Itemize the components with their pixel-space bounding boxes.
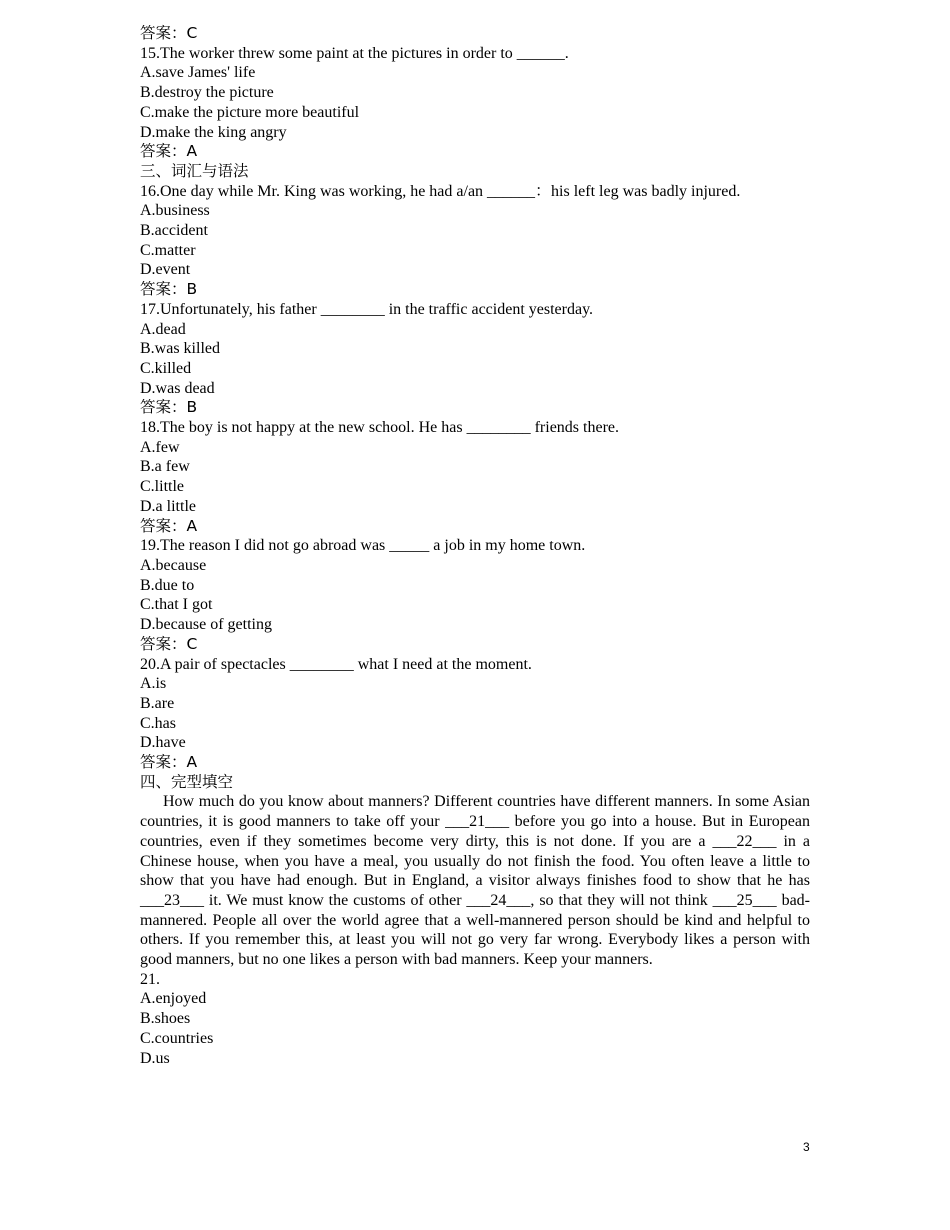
option-d: D.a little [140,497,196,515]
question-17 [140,300,810,418]
option-c: C.make the picture more beautiful [140,103,360,121]
question-stem: 15.The worker threw some paint at the pictures in order to ______. [140,44,569,62]
option-a: A.is [140,675,167,693]
answer-line: 答案：B [140,280,198,299]
option-d: D.event [140,261,191,279]
page-number: 3 [803,1140,810,1154]
question-18 [140,418,810,536]
question-19 [140,536,810,654]
option-a: A.enjoyed [140,990,207,1008]
section-title-cloze: 四、完型填空 [140,772,234,791]
section-title-vocabulary-grammar: 三、词汇与语法 [140,161,249,180]
option-c: C.countries [140,1029,214,1047]
option-c: C.that I got [140,596,213,614]
option-a: A.business [140,202,210,220]
option-a: A.because [140,556,207,574]
question-stem: 16.One day while Mr. King was working, he had a/an ______：his left leg was badly injured. [140,182,741,200]
document-page [140,24,810,1068]
option-c: C.has [140,714,176,732]
question-stem: 17.Unfortunately, his father ________ in the traffic accident yesterday. [140,300,594,318]
answer-line: 答案：C [140,634,198,653]
option-a: A.few [140,438,180,456]
question-20 [140,655,810,773]
question-stem: 20.A pair of spectacles ________ what I need at the moment. [140,655,532,673]
question-15 [140,44,810,162]
option-c: C.little [140,478,184,496]
option-a: A.dead [140,320,186,338]
option-d: D.make the king angry [140,123,287,141]
option-b: B.accident [140,222,208,240]
answer-line: 答案：B [140,398,198,417]
option-c: C.killed [140,359,192,377]
answer-line: 答案：A [140,142,198,161]
option-d: D.because of getting [140,616,272,634]
answer-line: 答案：A [140,753,198,772]
option-a: A.save James' life [140,64,256,82]
option-b: B.due to [140,576,195,594]
answer-line: 答案：C [140,24,198,42]
question-stem: 21. [140,970,160,988]
question-stem: 18.The boy is not happy at the new school. He has ________ friends there. [140,419,620,437]
option-b: B.shoes [140,1010,191,1028]
option-b: B.destroy the picture [140,84,274,102]
question-16 [140,182,810,300]
option-d: D.was dead [140,379,215,397]
option-c: C.matter [140,241,196,259]
option-d: D.have [140,734,186,752]
option-d: D.us [140,1049,170,1067]
cloze-passage: How much do you know about manners? Different countries have different manners. In some Asian countries, it is good manners to take off your ___21___ before you go into a house. But in European countries, even if they sometimes become very dirty, this is not done. If you are a ___22___ in a Chinese house, when you have a meal, you usually do not finish the food. You often leave a little to show that you have had enough. But in England, a visitor always finishes food to show that he has ___23___ it. We must know the customs of other ___24___, so that they will not think ___25___ bad-mannered. People all over the world agree that a well-mannered person should be kind and helpful to others. If you remember this, at least you will not go very far wrong. Everybody likes a person with good manners, but no one likes a person with bad manners. Keep your manners. [140,793,810,969]
option-b: B.a few [140,458,190,476]
question-stem: 19.The reason I did not go abroad was _____ a job in my home town. [140,537,586,555]
answer-line: 答案：A [140,516,198,535]
question-21 [140,970,810,1069]
option-b: B.was killed [140,340,220,358]
option-b: B.are [140,694,175,712]
